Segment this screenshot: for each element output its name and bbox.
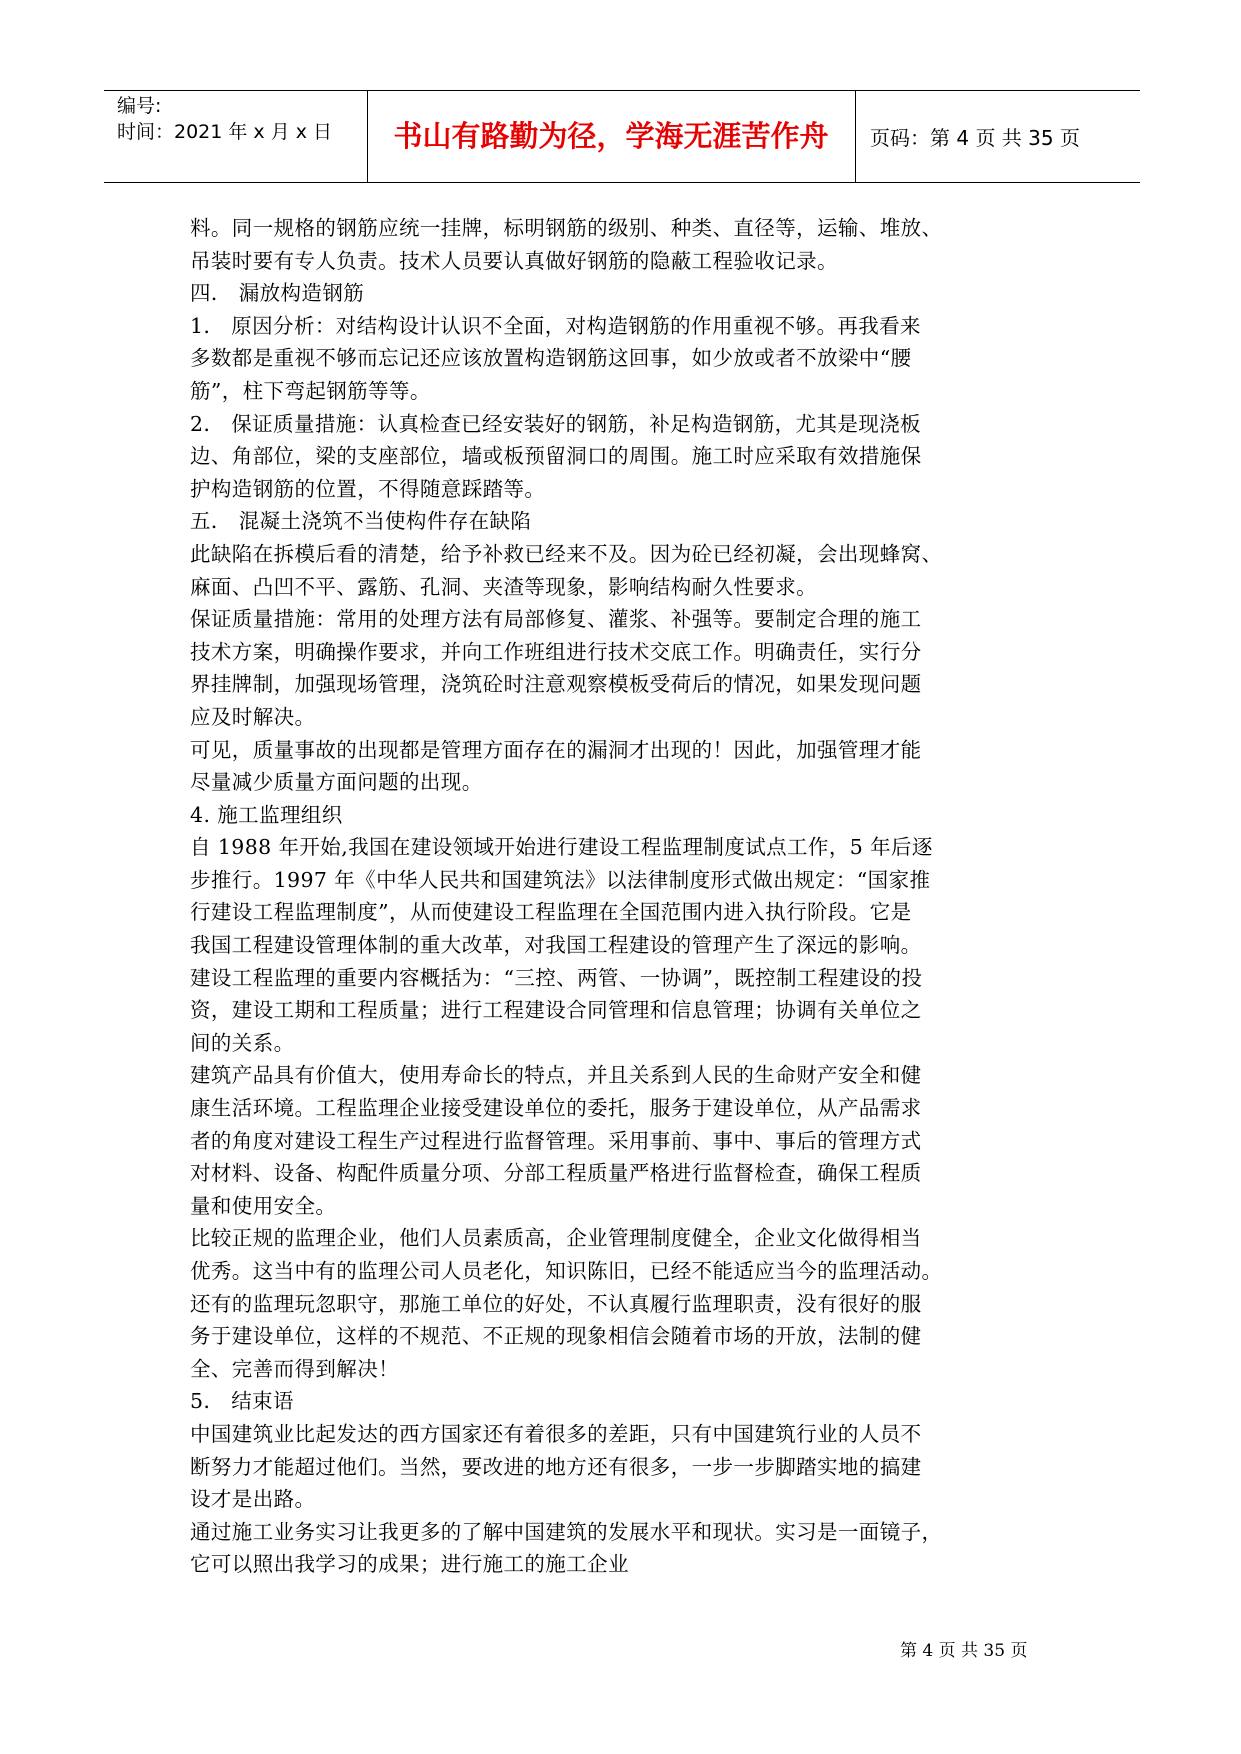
body-line: 四． 漏放构造钢筋 (190, 281, 365, 306)
body-line: 护构造钢筋的位置，不得随意踩踏等。 (190, 476, 546, 501)
body-line: 此缺陷在拆模后看的清楚，给予补救已经来不及。因为砼已经初凝，会出现蜂窝、 (190, 541, 943, 566)
header-divider-right (855, 90, 856, 182)
body-line: 尽量减少质量方面问题的出现。 (190, 770, 483, 795)
document-body (190, 212, 1070, 1581)
body-line: 量和使用安全。 (190, 1193, 337, 1218)
body-line: 5． 结束语 (190, 1389, 294, 1414)
header-page-label: 页码：第 4 页 共 35 页 (870, 126, 1080, 150)
body-line: 保证质量措施：常用的处理方法有局部修复、灌浆、补强等。要制定合理的施工 (190, 607, 922, 632)
body-line: 断努力才能超过他们。当然，要改进的地方还有很多，一步一步脚踏实地的搞建 (190, 1454, 922, 1479)
header-time-label: 时间：2021 年 x 月 x 日 (117, 121, 333, 143)
body-line: 技术方案，明确操作要求，并向工作班组进行技术交底工作。明确责任，实行分 (190, 639, 922, 664)
body-line: 多数都是重视不够而忘记还应该放置构造钢筋这回事，如少放或者不放梁中“腰 (190, 346, 912, 371)
body-line: 自 1988 年开始,我国在建设领域开始进行建设工程监理制度试点工作，5 年后逐 (190, 835, 933, 860)
body-line: 对材料、设备、构配件质量分项、分部工程质量严格进行监督检查，确保工程质 (190, 1161, 922, 1186)
body-line: 它可以照出我学习的成果；进行施工的施工企业 (190, 1552, 629, 1577)
body-line: 比较正规的监理企业，他们人员素质高，企业管理制度健全，企业文化做得相当 (190, 1226, 922, 1251)
body-line: 行建设工程监理制度”，从而使建设工程监理在全国范围内进入执行阶段。它是 (190, 900, 912, 925)
body-line: 间的关系。 (190, 1030, 295, 1055)
body-line: 通过施工业务实习让我更多的了解中国建筑的发展水平和现状。实习是一面镜子， (190, 1519, 943, 1544)
header-serial-label: 编号: (117, 95, 162, 117)
body-line: 界挂牌制，加强现场管理，浇筑砼时注意观察模板受荷后的情况，如果发现问题 (190, 672, 922, 697)
body-line: 可见，质量事故的出现都是管理方面存在的漏洞才出现的！因此，加强管理才能 (190, 737, 922, 762)
body-line: 资，建设工期和工程质量；进行工程建设合同管理和信息管理；协调有关单位之 (190, 998, 922, 1023)
body-line: 务于建设单位，这样的不规范、不正规的现象相信会随着市场的开放，法制的健 (190, 1324, 922, 1349)
header-motto: 书山有路勤为径，学海无涯苦作舟 (393, 119, 829, 153)
body-line: 料。同一规格的钢筋应统一挂牌，标明钢筋的级别、种类、直径等，运输、堆放、 (190, 216, 943, 240)
body-line: 者的角度对建设工程生产过程进行监督管理。采用事前、事中、事后的管理方式 (190, 1128, 922, 1153)
body-line: 中国建筑业比起发达的西方国家还有着很多的差距，只有中国建筑行业的人员不 (190, 1421, 922, 1446)
body-line: 建筑产品具有价值大，使用寿命长的特点，并且关系到人民的生命财产安全和健 (190, 1063, 922, 1088)
body-line: 全、完善而得到解决！ (190, 1356, 399, 1381)
body-line: 我国工程建设管理体制的重大改革，对我国工程建设的管理产生了深远的影响。 (190, 933, 922, 958)
body-line: 设才是出路。 (190, 1487, 316, 1512)
body-line: 五． 混凝土浇筑不当使构件存在缺陷 (190, 509, 532, 534)
body-line: 麻面、凸凹不平、露筋、孔洞、夹渣等现象，影响结构耐久性要求。 (190, 574, 817, 599)
body-line: 4. 施工监理组织 (190, 802, 343, 827)
body-line: 步推行。1997 年《中华人民共和国建筑法》以法律制度形式做出规定：“国家推 (190, 867, 931, 892)
body-line: 1． 原因分析：对结构设计认识不全面，对构造钢筋的作用重视不够。再我看来 (190, 313, 921, 338)
body-line: 边、角部位，梁的支座部位，墙或板预留洞口的周围。施工时应采取有效措施保 (190, 444, 922, 469)
body-line: 吊装时要有专人负责。技术人员要认真做好钢筋的隐蔽工程验收记录。 (190, 248, 838, 273)
body-line: 康生活环境。工程监理企业接受建设单位的委托，服务于建设单位，从产品需求 (190, 1096, 922, 1121)
body-line: 筋”，柱下弯起钢筋等等。 (190, 378, 431, 403)
footer-page-number: 第 4 页 共 35 页 (900, 1641, 1028, 1661)
body-line: 还有的监理玩忽职守，那施工单位的好处，不认真履行监理职责，没有很好的服 (190, 1291, 922, 1316)
header-rule-bottom (104, 182, 1140, 183)
body-line: 优秀。这当中有的监理公司人员老化，知识陈旧，已经不能适应当今的监理活动。 (190, 1259, 943, 1283)
body-line: 2． 保证质量措施：认真检查已经安装好的钢筋，补足构造钢筋，尤其是现浇板 (190, 411, 921, 436)
body-line: 应及时解决。 (190, 704, 316, 729)
header-rule-top (104, 90, 1140, 91)
body-line: 建设工程监理的重要内容概括为：“三控、两管、一协调”，既控制工程建设的投 (190, 965, 923, 990)
